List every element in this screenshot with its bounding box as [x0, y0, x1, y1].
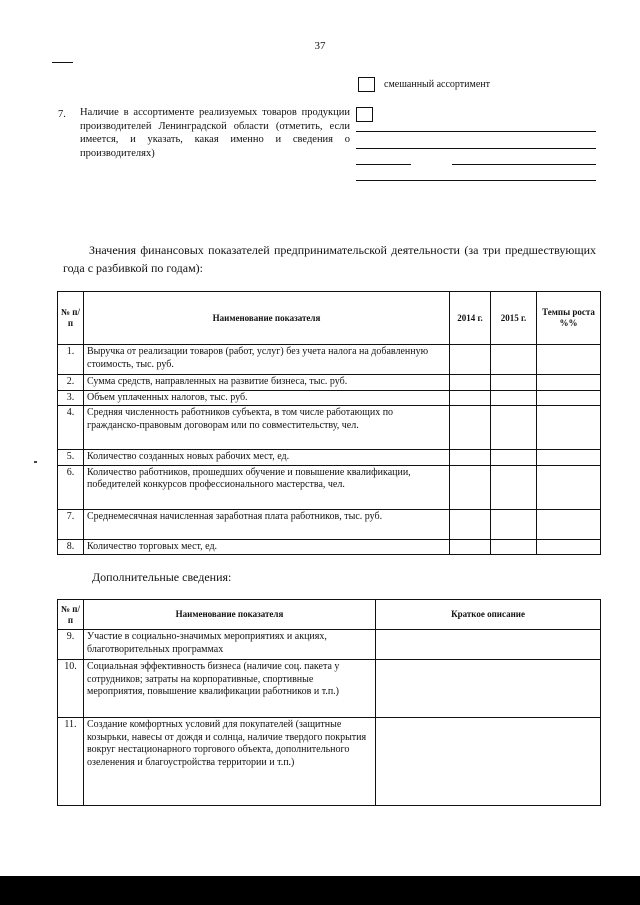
header-growth-rate: Темпы роста %%: [537, 292, 601, 345]
table-row: [58, 390, 601, 406]
value-2014-cell[interactable]: [450, 345, 491, 375]
table-row: [58, 465, 601, 509]
financial-indicators-table: [57, 291, 601, 555]
growth-rate-cell[interactable]: [537, 345, 601, 375]
table-row: [58, 539, 601, 555]
header-name: Наименование показателя: [84, 600, 376, 630]
value-2014-cell[interactable]: [450, 390, 491, 406]
row-number: 2.: [58, 375, 84, 391]
table-row: [58, 509, 601, 539]
value-2014-cell[interactable]: [450, 375, 491, 391]
answer-line[interactable]: [452, 164, 596, 165]
table-row: [58, 718, 601, 806]
financial-indicators-intro: Значения финансовых показателей предпринимательской деятельности (за три предшествующих года с разбивкой по годам):: [63, 243, 596, 275]
row-number: 3.: [58, 390, 84, 406]
header-2014: 2014 г.: [450, 292, 491, 345]
header-name: Наименование показателя: [84, 292, 450, 345]
question-7-text: Наличие в ассортименте реализуемых товаров продукции производителей Ленинградской области (отметить, если имеется, и указать, какая именно и сведения о производителях): [80, 107, 350, 159]
header-2015: 2015 г.: [491, 292, 537, 345]
value-2014-cell[interactable]: [450, 465, 491, 509]
row-number: 5.: [58, 450, 84, 466]
scan-speck: [34, 461, 37, 463]
indicator-name: Сумма средств, направленных на развитие бизнеса, тыс. руб.: [84, 375, 450, 391]
table-row: [58, 630, 601, 660]
growth-rate-cell[interactable]: [537, 465, 601, 509]
scan-bottom-border: [0, 876, 640, 905]
margin-dash: [52, 62, 73, 63]
row-number: 8.: [58, 539, 84, 555]
description-cell[interactable]: [376, 718, 601, 806]
header-num: № п/п: [58, 600, 84, 630]
row-number: 6.: [58, 465, 84, 509]
value-2015-cell[interactable]: [491, 375, 537, 391]
indicator-name: Среднемесячная начисленная заработная плата работников, тыс. руб.: [84, 509, 450, 539]
table-row: [58, 450, 601, 466]
question-7-number: 7.: [58, 109, 66, 120]
value-2015-cell[interactable]: [491, 509, 537, 539]
row-number: 11.: [58, 718, 84, 806]
answer-line[interactable]: [356, 164, 411, 165]
value-2014-cell[interactable]: [450, 539, 491, 555]
growth-rate-cell[interactable]: [537, 375, 601, 391]
table-row: [58, 406, 601, 450]
answer-line[interactable]: [356, 148, 596, 149]
row-number: 10.: [58, 660, 84, 718]
growth-rate-cell[interactable]: [537, 450, 601, 466]
answer-line[interactable]: [356, 131, 596, 132]
value-2015-cell[interactable]: [491, 465, 537, 509]
description-cell[interactable]: [376, 660, 601, 718]
value-2014-cell[interactable]: [450, 406, 491, 450]
row-number: 1.: [58, 345, 84, 375]
table-row: [58, 345, 601, 375]
indicator-name: Создание комфортных условий для покупателей (защитные козырьки, навесы от дождя и солнца, наличие твердого покрытия вокруг нестационарного торгового объекта, дополнительного озеленения и благоустройства территории и т.п.): [84, 718, 376, 806]
indicator-name: Количество работников, прошедших обучение и повышение квалификации, победителей конкурсов профессионального мастерства, чел.: [84, 465, 450, 509]
indicator-name: Объем уплаченных налогов, тыс. руб.: [84, 390, 450, 406]
header-num: № п/п: [58, 292, 84, 345]
header-description: Краткое описание: [376, 600, 601, 630]
value-2014-cell[interactable]: [450, 509, 491, 539]
value-2014-cell[interactable]: [450, 450, 491, 466]
indicator-name: Участие в социально-значимых мероприятиях и акциях, благотворительных программах: [84, 630, 376, 660]
row-number: 7.: [58, 509, 84, 539]
value-2015-cell[interactable]: [491, 450, 537, 466]
indicator-name: Количество торговых мест, ед.: [84, 539, 450, 555]
description-cell[interactable]: [376, 630, 601, 660]
additional-info-table: [57, 599, 601, 806]
value-2015-cell[interactable]: [491, 345, 537, 375]
growth-rate-cell[interactable]: [537, 539, 601, 555]
indicator-name: Выручка от реализации товаров (работ, услуг) без учета налога на добавленную стоимость, тыс. руб.: [84, 345, 450, 375]
row-number: 4.: [58, 406, 84, 450]
answer-line[interactable]: [356, 180, 596, 181]
mixed-assortment-label: смешанный ассортимент: [384, 79, 491, 90]
value-2015-cell[interactable]: [491, 390, 537, 406]
mixed-assortment-checkbox[interactable]: [358, 77, 375, 92]
value-2015-cell[interactable]: [491, 406, 537, 450]
page-number: 37: [314, 40, 326, 52]
growth-rate-cell[interactable]: [537, 390, 601, 406]
growth-rate-cell[interactable]: [537, 509, 601, 539]
table-row: [58, 375, 601, 391]
value-2015-cell[interactable]: [491, 539, 537, 555]
indicator-name: Социальная эффективность бизнеса (наличие соц. пакета у сотрудников; затраты на корпоративные, спортивные мероприятия, повышение квалификации работников и т.п.): [84, 660, 376, 718]
row-number: 9.: [58, 630, 84, 660]
table-row: [58, 660, 601, 718]
indicator-name: Средняя численность работников субъекта, в том числе работающих по гражданско-правовым договорам или по совместительству, чел.: [84, 406, 450, 450]
additional-info-heading: Дополнительные сведения:: [92, 570, 232, 584]
local-products-checkbox[interactable]: [356, 107, 373, 122]
growth-rate-cell[interactable]: [537, 406, 601, 450]
indicator-name: Количество созданных новых рабочих мест, ед.: [84, 450, 450, 466]
